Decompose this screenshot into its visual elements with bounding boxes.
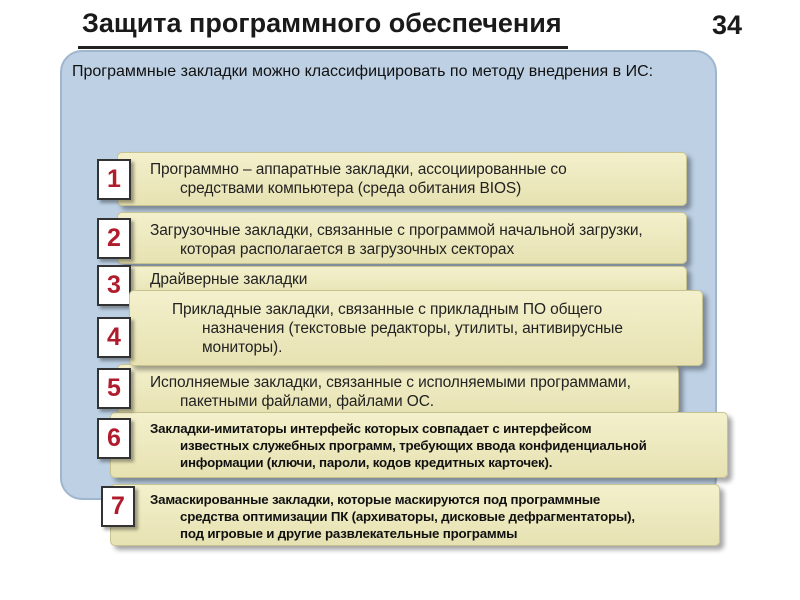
list-item-number-3: 3 <box>97 265 131 306</box>
page-number: 34 <box>712 10 743 40</box>
list-item-number-5: 5 <box>97 368 131 409</box>
list-item-line: информации (ключи, пароли, кодов кредитных карточек). <box>180 455 553 470</box>
list-item-number-7: 7 <box>101 486 135 527</box>
list-item-text-2 <box>150 221 643 259</box>
list-item-line: под игровые и другие развлекательные программы <box>180 526 518 541</box>
list-item-line: Загрузочные закладки, связанные с программой начальной загрузки, <box>150 222 643 239</box>
list-item-line: Драйверные закладки <box>150 271 308 288</box>
list-item-line: известных служебных программ, требующих ввода конфиденциальной <box>180 438 647 453</box>
list-item-line: Программно – аппаратные закладки, ассоциированные со <box>150 161 567 178</box>
list-item-line: которая располагается в загрузочных секторах <box>180 241 515 258</box>
list-item-number-2: 2 <box>97 218 131 259</box>
list-item-text-7 <box>150 491 635 542</box>
list-item-line: Исполняемые закладки, связанные с исполняемыми программами, <box>150 374 631 391</box>
list-item-line: средствами компьютера (среда обитания BIOS) <box>180 180 522 197</box>
list-item-number-6: 6 <box>97 418 131 459</box>
list-item-line: средства оптимизации ПК (архиваторы, дисковые дефрагментаторы), <box>180 509 635 524</box>
page-title: Защита программного обеспечения <box>82 8 562 38</box>
list-item-number-1: 1 <box>97 159 131 200</box>
list-item-text-3 <box>150 270 307 289</box>
list-item-line: Замаскированные закладки, которые маскируются под программные <box>150 492 601 507</box>
intro-text: Программные закладки можно классифицировать по методу внедрения в ИС: <box>72 63 654 80</box>
list-item-text-6 <box>150 420 647 471</box>
list-item-line: назначения (текстовые редакторы, утилиты, антивирусные <box>202 320 623 337</box>
list-item-text-5 <box>150 373 631 411</box>
list-item-line: Закладки-имитаторы интерфейс которых совпадает с интерфейсом <box>150 421 592 436</box>
list-item-line: Прикладные закладки, связанные с прикладным ПО общего <box>172 301 603 318</box>
list-item-line: пакетными файлами, файлами ОС. <box>180 393 434 410</box>
list-item-number-4: 4 <box>97 317 131 358</box>
title-underline <box>78 46 568 49</box>
list-item-text-1 <box>150 160 567 198</box>
list-item-text-4 <box>172 300 623 357</box>
list-item-line: мониторы). <box>202 339 283 356</box>
